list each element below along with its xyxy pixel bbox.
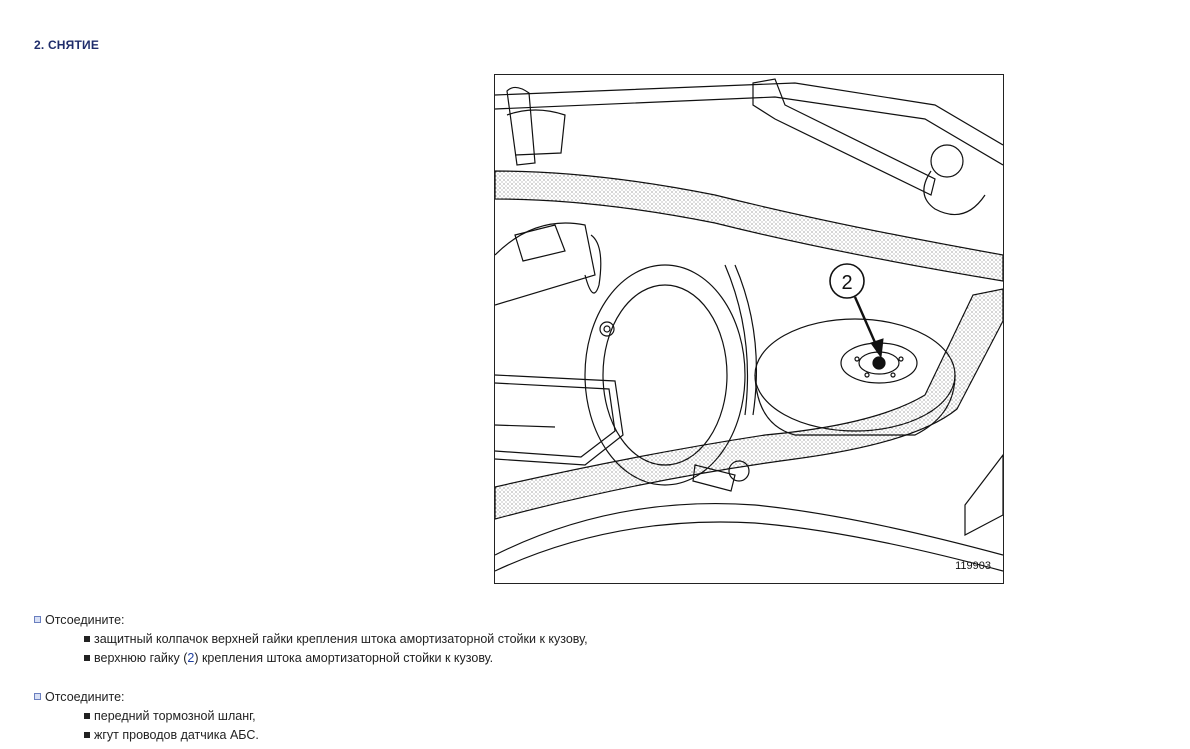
part-reference-link[interactable]: 2 (187, 651, 195, 665)
exploded-view-illustration-icon (495, 75, 1003, 583)
figure-code: 119903 (955, 560, 991, 572)
step-1-item-1: защитный колпачок верхней гайки крепления штока амортизаторной стойки к кузову, (84, 632, 588, 646)
bullet-icon (84, 636, 90, 642)
bullet-icon (84, 713, 90, 719)
bullet-icon (84, 732, 90, 738)
square-bullet-icon (34, 616, 41, 623)
step-2-label: Отсоедините: (34, 690, 125, 704)
step-2-item-1: передний тормозной шланг, (84, 709, 256, 723)
step-1-label: Отсоедините: (34, 613, 125, 627)
bullet-icon (84, 655, 90, 661)
step-1-item-2: верхнюю гайку (2) крепления штока амортизаторной стойки к кузову. (84, 651, 493, 665)
step-2-item-2: жгут проводов датчика АБС. (84, 728, 259, 742)
technical-illustration (494, 74, 1004, 584)
callout-label: 2 (841, 272, 853, 294)
section-title: 2. СНЯТИЕ (34, 38, 100, 52)
square-bullet-icon (34, 693, 41, 700)
